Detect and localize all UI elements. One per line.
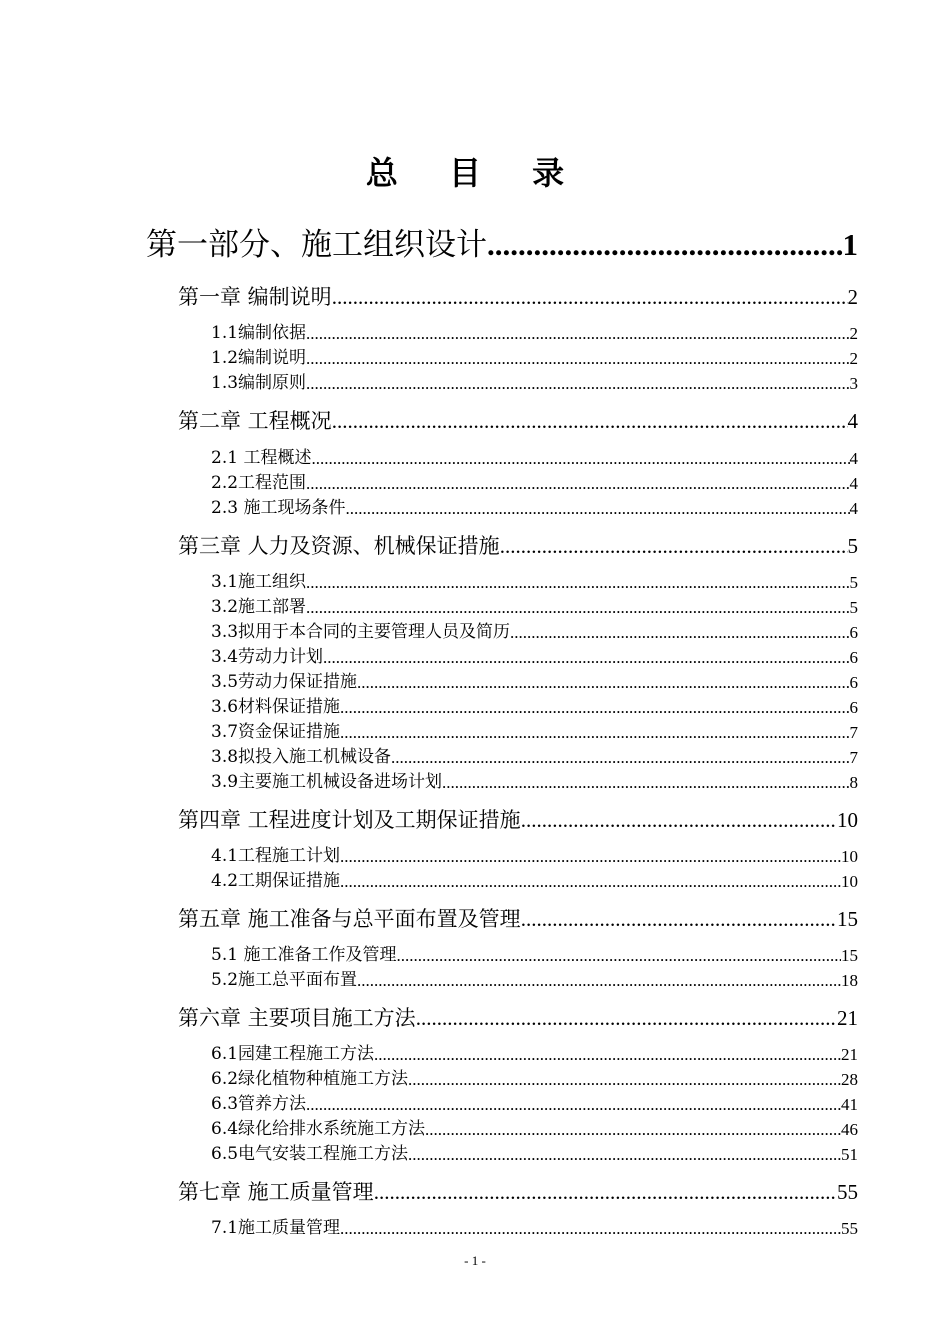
toc-entry-page: 21 [837, 1006, 858, 1030]
toc-entry-label: 第六章 主要项目施工方法 [178, 1006, 416, 1030]
toc-entry-page: 41 [841, 1095, 858, 1114]
toc-dot-leader [374, 1043, 841, 1066]
toc-entry-page: 5 [849, 573, 858, 592]
page-number-footer: - 1 - [464, 1253, 486, 1268]
toc-dot-leader [306, 472, 849, 495]
toc-dot-leader [306, 347, 849, 370]
toc-entry-page: 4 [849, 474, 858, 493]
toc-entry-label: 2.2工程范围 [211, 473, 307, 493]
toc-entry-sec [211, 1068, 858, 1091]
toc-entry-label: 2.1 工程概述 [211, 448, 312, 468]
toc-dot-leader [306, 596, 849, 619]
toc-entry-label: 第一部分、施工组织设计 [146, 227, 487, 263]
toc-entry-label: 3.6材料保证措施 [211, 697, 341, 717]
toc-entry-sec [211, 571, 858, 594]
toc-entry-page: 2 [847, 285, 858, 309]
toc-entry-label: 3.2施工部署 [211, 597, 307, 617]
toc-dot-leader [357, 969, 841, 992]
toc-entry-label: 6.4绿化给排水系统施工方法 [211, 1119, 426, 1139]
toc-entry-page: 4 [847, 409, 858, 433]
toc-entry-label: 第四章 工程进度计划及工期保证措施 [178, 808, 521, 832]
toc-entry-page: 18 [841, 971, 858, 990]
toc-entry-page: 6 [849, 698, 858, 717]
toc-entry-ch [178, 283, 858, 311]
toc-entry-label: 3.3拟用于本合同的主要管理人员及简历 [211, 622, 511, 642]
toc-entry-label: 3.5劳动力保证措施 [211, 672, 358, 692]
toc-dot-leader [357, 671, 849, 694]
toc-entry-label: 3.4劳动力计划 [211, 647, 324, 667]
toc-dot-leader [340, 696, 849, 719]
toc-entry-page: 6 [849, 623, 858, 642]
toc-entry-page: 51 [841, 1145, 858, 1164]
toc-entry-page: 15 [841, 946, 858, 965]
toc-dot-leader [408, 1143, 841, 1166]
toc-entry-page: 3 [849, 374, 858, 393]
toc-dot-leader [306, 322, 849, 345]
toc-entry-sec [211, 1093, 858, 1116]
toc-entry-page: 10 [841, 847, 858, 866]
toc-entry-page: 28 [841, 1070, 858, 1089]
toc-entry-sec [211, 746, 858, 769]
toc-entry-sec [211, 472, 858, 495]
toc-entry-page: 4 [849, 449, 858, 468]
toc-entry-sec [211, 1118, 858, 1141]
toc-entry-sec [211, 621, 858, 644]
toc-entry-sec [211, 721, 858, 744]
toc-dot-leader [500, 532, 848, 560]
toc-dot-leader [521, 806, 837, 834]
toc-entry-label: 2.3 施工现场条件 [211, 498, 346, 518]
toc-entry-page: 7 [849, 748, 858, 767]
toc-entry-label: 3.9主要施工机械设备进场计划 [211, 772, 443, 792]
toc-entry-label: 7.1施工质量管理 [211, 1218, 341, 1238]
toc-dot-leader [510, 621, 849, 644]
toc-dot-leader [332, 283, 848, 311]
toc-entry-ch [178, 407, 858, 435]
toc-dot-leader [391, 746, 849, 769]
toc-entry-ch [178, 1004, 858, 1032]
toc-entry-sec [211, 646, 858, 669]
toc-entry-ch [178, 905, 858, 933]
toc-entry-page: 46 [841, 1120, 858, 1139]
toc-dot-leader [374, 1178, 837, 1206]
toc-entry-label: 5.2施工总平面布置 [211, 970, 358, 990]
toc-entry-label: 6.1园建工程施工方法 [211, 1044, 375, 1064]
toc-entry-label: 3.8拟投入施工机械设备 [211, 747, 392, 767]
toc-entry-label: 1.1编制依据 [211, 323, 307, 343]
toc-entry-label: 5.1 施工准备工作及管理 [211, 945, 397, 965]
toc-entry-sec [211, 944, 858, 967]
toc-dot-leader [306, 372, 849, 395]
toc-dot-leader [332, 407, 848, 435]
toc-dot-leader [340, 1217, 841, 1240]
toc-entry-label: 6.2绿化植物种植施工方法 [211, 1069, 409, 1089]
toc-entry-page: 1 [842, 227, 858, 262]
toc-entry-label: 第七章 施工质量管理 [178, 1180, 374, 1204]
toc-entry-sec [211, 771, 858, 794]
toc-dot-leader [425, 1118, 841, 1141]
toc-dot-leader [323, 646, 849, 669]
toc-entry-ch [178, 806, 858, 834]
toc-entry-sec [211, 1143, 858, 1166]
toc-entry-label: 3.7资金保证措施 [211, 722, 341, 742]
toc-entry-ch [178, 532, 858, 560]
toc-dot-leader [311, 447, 849, 470]
toc-dot-leader [306, 571, 849, 594]
toc-dot-leader [416, 1004, 837, 1032]
toc-entry-page: 8 [849, 773, 858, 792]
toc-entry-ch [178, 1178, 858, 1206]
toc-entry-page: 7 [849, 723, 858, 742]
toc-entry-page: 6 [849, 648, 858, 667]
toc-entry-sec [211, 596, 858, 619]
toc-entry-sec [211, 870, 858, 893]
toc-entry-page: 21 [841, 1045, 858, 1064]
toc-dot-leader [340, 870, 841, 893]
toc-entry-sec [211, 1217, 858, 1240]
page-title: 总 目 录 [365, 154, 585, 192]
toc-entry-sec [211, 372, 858, 395]
toc-entry-sec [211, 447, 858, 470]
toc-entry-label: 4.2工期保证措施 [211, 871, 341, 891]
toc-entry-label: 第一章 编制说明 [178, 285, 332, 309]
toc-entry-page: 5 [847, 534, 858, 558]
toc-entry-sec [211, 696, 858, 719]
toc-dot-leader [340, 721, 849, 744]
toc-entry-label: 第二章 工程概况 [178, 409, 332, 433]
toc-entry-label: 4.1工程施工计划 [211, 846, 341, 866]
toc-entry-label: 3.1施工组织 [211, 572, 307, 592]
toc-entry-page: 55 [837, 1180, 858, 1204]
toc-entry-label: 1.2编制说明 [211, 348, 307, 368]
toc-entry-sec [211, 322, 858, 345]
toc-dot-leader [442, 771, 849, 794]
toc-entry-sec [211, 497, 858, 520]
toc-entry-page: 55 [841, 1219, 858, 1238]
toc-dot-leader [306, 1093, 841, 1116]
toc-entry-sec [211, 1043, 858, 1066]
toc-entry-page: 2 [849, 349, 858, 368]
toc-dot-leader [345, 497, 849, 520]
toc-entry-label: 6.5电气安装工程施工方法 [211, 1144, 409, 1164]
toc-entry-page: 4 [849, 499, 858, 518]
toc-entry-page: 5 [849, 598, 858, 617]
toc-entry-page: 10 [841, 872, 858, 891]
toc-entry-sec [211, 969, 858, 992]
toc-dot-leader [521, 905, 837, 933]
toc-entry-page: 10 [837, 808, 858, 832]
toc-dot-leader [487, 225, 843, 265]
toc-entry-label: 第三章 人力及资源、机械保证措施 [178, 534, 500, 558]
toc-entry-part [146, 225, 858, 265]
toc-dot-leader [408, 1068, 841, 1091]
toc-entry-sec [211, 347, 858, 370]
toc-entry-page: 2 [849, 324, 858, 343]
toc-entry-label: 6.3管养方法 [211, 1094, 307, 1114]
toc-entry-sec [211, 671, 858, 694]
toc-dot-leader [340, 845, 841, 868]
toc-dot-leader [396, 944, 841, 967]
toc-entry-label: 第五章 施工准备与总平面布置及管理 [178, 907, 521, 931]
toc-entry-page: 15 [837, 907, 858, 931]
toc-entry-sec [211, 845, 858, 868]
toc-entry-page: 6 [849, 673, 858, 692]
toc-entry-label: 1.3编制原则 [211, 373, 307, 393]
